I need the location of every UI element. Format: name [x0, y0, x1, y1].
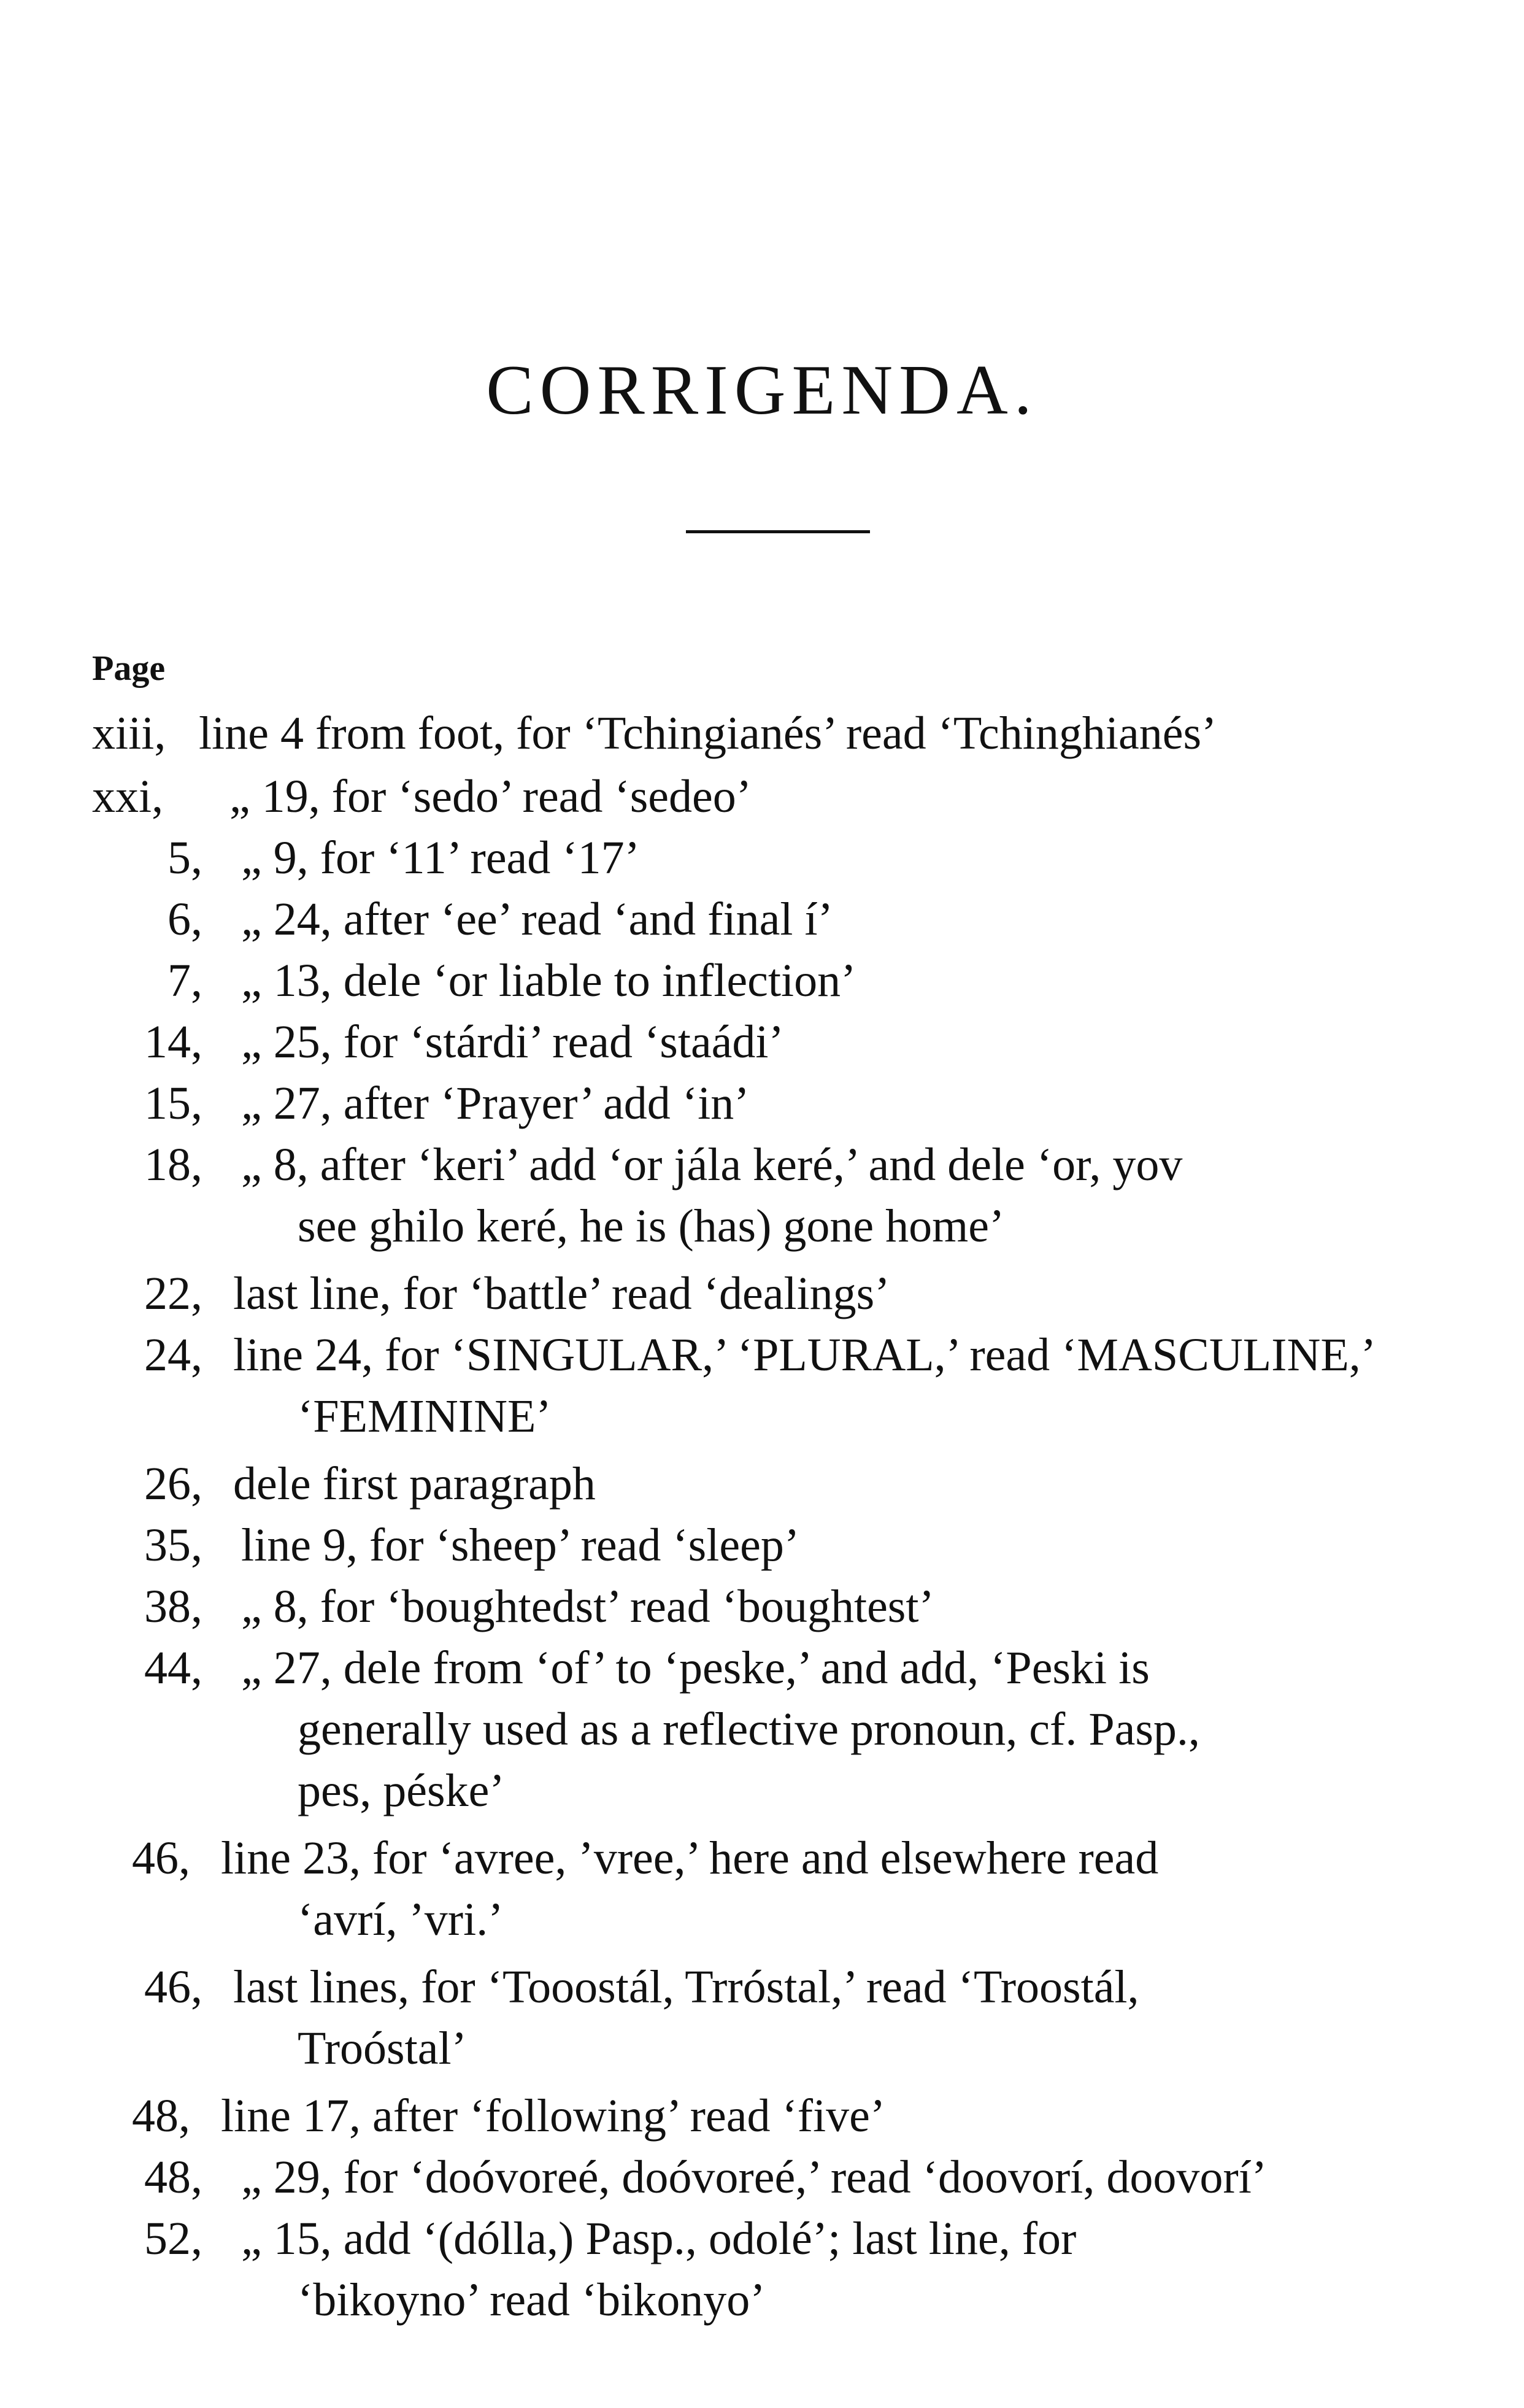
entry-text: dele first paragraph — [233, 1458, 596, 1510]
entry-page-ref: 48, — [144, 2151, 202, 2203]
entry-page-ref: 18, — [144, 1139, 202, 1190]
corrigendum-continuation — [298, 2269, 766, 2331]
corrigendum-continuation — [298, 1889, 504, 1950]
entry-page-ref: 26, — [144, 1458, 202, 1510]
corrigendum-entry — [92, 2208, 1076, 2269]
entry-text: line 24, for ‘SINGULAR,’ ‘PLURAL,’ read ‘MASCULINE,’ — [233, 1329, 1377, 1381]
entry-page-ref: xiii, — [92, 708, 166, 759]
corrigendum-entry — [92, 1134, 1182, 1195]
entry-page-ref: 52, — [144, 2213, 202, 2264]
corrigendum-continuation — [298, 1760, 505, 1821]
corrigendum-entry — [92, 766, 752, 827]
entry-text: line 9, for ‘sheep’ read ‘sleep’ — [241, 1519, 800, 1571]
page-column-label: Page — [92, 648, 166, 688]
entry-page-ref: 22, — [144, 1268, 202, 1319]
corrigendum-entry — [92, 1453, 596, 1515]
corrigendum-entry — [92, 950, 856, 1011]
entry-text-continued: generally used as a reflective pronoun, cf. Pasp., — [298, 1704, 1200, 1755]
entry-text: „ 15, add ‘(dólla,) Pasp., odolé’; last line, for — [241, 2213, 1077, 2264]
entry-page-ref: 15, — [144, 1078, 202, 1129]
corrigendum-entry — [92, 703, 1217, 764]
entry-text: last lines, for ‘Tooostál, Trróstal,’ read ‘Troostál, — [233, 1961, 1139, 2013]
corrigendum-entry — [92, 889, 833, 950]
entry-text-continued: pes, péske’ — [298, 1765, 505, 1816]
corrigendum-entry — [92, 1576, 934, 1637]
entry-page-ref: 38, — [144, 1581, 202, 1632]
entry-text: „ 27, after ‘Prayer’ add ‘in’ — [241, 1078, 750, 1129]
entry-page-ref: 48, — [132, 2090, 190, 2142]
corrigendum-continuation — [298, 1386, 552, 1447]
entry-text: „ 8, after ‘keri’ add ‘or jála keré,’ and dele ‘or, yov — [241, 1139, 1183, 1190]
entry-text: line 17, after ‘following’ read ‘five’ — [221, 2090, 886, 2142]
entry-text: „ 25, for ‘stárdi’ read ‘staádi’ — [241, 1016, 784, 1068]
corrigendum-continuation — [298, 1195, 1004, 1257]
corrigendum-entry — [92, 2085, 885, 2147]
corrigendum-entry — [92, 1515, 799, 1576]
entry-text-continued: ‘avrí, ’vri.’ — [298, 1894, 504, 1945]
entry-text-continued: Troóstal’ — [298, 2023, 467, 2074]
entry-text: „ 13, dele ‘or liable to inflection’ — [241, 955, 856, 1006]
entry-text-continued: ‘FEMININE’ — [298, 1391, 552, 1442]
entry-page-ref: 6, — [167, 893, 202, 945]
corrigendum-entry — [92, 1637, 1150, 1699]
entry-page-ref: 46, — [144, 1961, 202, 2013]
corrigendum-entry — [92, 1827, 1158, 1889]
entry-page-ref: xxi, — [92, 771, 164, 822]
entry-text-continued: ‘bikoyno’ read ‘bikonyo’ — [298, 2274, 766, 2326]
corrigendum-entry — [92, 1073, 750, 1134]
entry-text: last line, for ‘battle’ read ‘dealings’ — [233, 1268, 890, 1319]
corrigendum-entry — [92, 1263, 890, 1324]
entry-page-ref: 35, — [144, 1519, 202, 1571]
entry-page-ref: 5, — [167, 832, 202, 884]
entry-text: „ 8, for ‘boughtedst’ read ‘boughtest’ — [241, 1581, 934, 1632]
entry-page-ref: 46, — [132, 1832, 190, 1884]
entry-text: „ 19, for ‘sedo’ read ‘sedeo’ — [229, 771, 752, 822]
corrigendum-entry — [92, 1324, 1376, 1386]
entry-text: line 4 from foot, for ‘Tchingianés’ read ‘Tchinghianés’ — [199, 708, 1217, 759]
page-title: CORRIGENDA. — [486, 351, 1038, 430]
entry-page-ref: 14, — [144, 1016, 202, 1068]
corrigendum-entry — [92, 2147, 1267, 2208]
entry-page-ref: 7, — [167, 955, 202, 1006]
corrigendum-continuation — [298, 2018, 467, 2079]
title-rule — [686, 530, 870, 533]
entry-text: line 23, for ‘avree, ’vree,’ here and elsewhere read — [221, 1832, 1159, 1884]
corrigendum-entry — [92, 827, 640, 889]
entry-text: „ 29, for ‘doóvoreé, doóvoreé,’ read ‘doovorí, doovorí’ — [241, 2151, 1268, 2203]
entry-text: „ 24, after ‘ee’ read ‘and final í’ — [241, 893, 833, 945]
corrigendum-entry — [92, 1011, 784, 1073]
entry-text: „ 9, for ‘11’ read ‘17’ — [241, 832, 640, 884]
corrigendum-continuation — [298, 1699, 1200, 1760]
entry-text-continued: see ghilo keré, he is (has) gone home’ — [298, 1200, 1005, 1252]
entry-page-ref: 24, — [144, 1329, 202, 1381]
entry-page-ref: 44, — [144, 1642, 202, 1694]
corrigendum-entry — [92, 1956, 1139, 2018]
entry-text: „ 27, dele from ‘of’ to ‘peske,’ and add, ‘Peski is — [241, 1642, 1150, 1694]
